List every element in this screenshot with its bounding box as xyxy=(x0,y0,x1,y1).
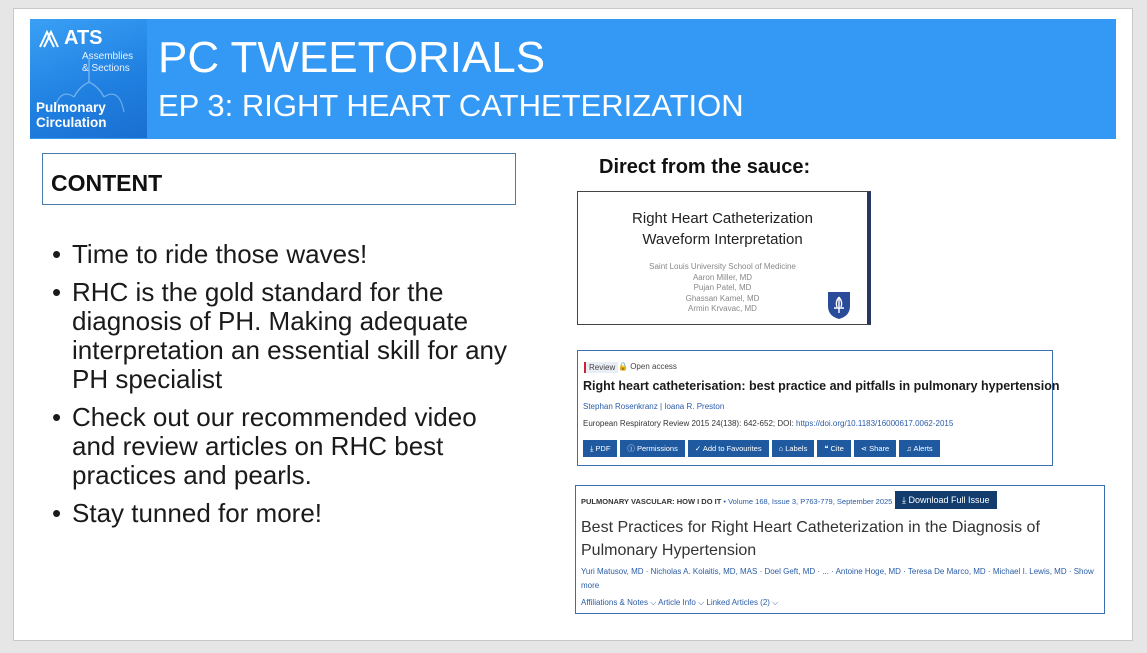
pdf-label: PDF xyxy=(595,444,611,453)
download-label: Download Full Issue xyxy=(908,495,990,505)
video-thumbnail[interactable] xyxy=(577,191,871,325)
bullet-item: • Stay tunned for more! xyxy=(52,498,323,528)
article1-citation xyxy=(583,419,953,428)
labels-button[interactable] xyxy=(772,440,815,457)
cite-button[interactable] xyxy=(817,440,850,457)
share-icon: ⋖ xyxy=(860,444,870,453)
download-full-issue-button[interactable] xyxy=(895,491,997,509)
video-title-line1: Right Heart Catheterization xyxy=(632,210,813,227)
info-icon: ⓘ xyxy=(627,444,637,453)
content-bullets xyxy=(48,240,508,537)
content-heading-box xyxy=(42,153,516,205)
bullet-text: RHC is the gold standard for the diagnosis of PH. Making adequate interpretation an essential skill for any PH specialist xyxy=(72,277,508,394)
download-icon: ⤓ xyxy=(902,495,909,505)
bullet-item: • RHC is the gold standard for the diagnosis of PH. Making adequate interpretation an essential skill for any PH specialist xyxy=(52,277,508,394)
article2-section xyxy=(581,497,892,506)
slide-title: PC TWEETORIALS xyxy=(158,33,546,82)
ats-logo xyxy=(30,19,147,138)
bell-icon: ♫ xyxy=(906,444,914,453)
article2-section-label: PULMONARY VASCULAR: HOW I DO IT xyxy=(581,497,722,506)
bullet-text: Stay tunned for more! xyxy=(72,498,323,528)
open-access-label xyxy=(618,362,677,371)
permissions-button[interactable] xyxy=(620,440,684,457)
logo-line2: & Sections xyxy=(82,63,130,74)
article1-authors[interactable]: Stephan Rosenkranz | Ioana R. Preston xyxy=(583,402,725,411)
video-author: Ghassan Kamel, MD xyxy=(685,293,760,303)
logo-org: ATS xyxy=(64,27,103,49)
article1-doi-link[interactable]: https://doi.org/10.1183/16000617.0062-2015 xyxy=(796,419,954,428)
bullet-text: Time to ride those waves! xyxy=(72,239,368,269)
download-icon: ⤓ xyxy=(590,444,596,453)
video-title-line2: Waveform Interpretation xyxy=(642,231,803,248)
check-icon: ✓ xyxy=(694,444,703,453)
article2-authors[interactable]: Yuri Matusov, MD · Nicholas A. Kolaitis, MD, MAS · Doel Geft, MD · ... · Antoine Hoge, MD · Teresa De Marco, MD · Michael I. Lewis, MD · Show more xyxy=(581,567,1094,590)
slu-shield-icon xyxy=(826,290,852,320)
article1-journal: European Respiratory Review 2015 24(138): 642-652; DOI: xyxy=(583,419,797,428)
bullet-item: • Check out our recommended video and review articles on RHC best practices and pearls. xyxy=(52,402,477,490)
logo-group xyxy=(36,100,107,130)
alerts-label: Alerts xyxy=(913,444,933,453)
video-author: Pujan Patel, MD xyxy=(693,283,752,292)
ats-mark xyxy=(38,27,103,50)
article2-title[interactable]: Best Practices for Right Heart Catheterization in the Diagnosis of Pulmonary Hypertension xyxy=(581,519,1040,559)
video-school: Saint Louis University School of Medicine xyxy=(649,262,796,271)
logo-group1: Pulmonary xyxy=(36,100,106,115)
article1-title[interactable]: Right heart catheterisation: best practice and pitfalls in pulmonary hypertension xyxy=(583,379,1060,393)
content-heading: CONTENT xyxy=(51,170,163,196)
article2-volume-link[interactable]: • Volume 168, Issue 3, P763-779, September 2025 xyxy=(721,497,893,506)
slide-subtitle: EP 3: RIGHT HEART CATHETERIZATION xyxy=(158,88,744,123)
lock-icon: 🔒 xyxy=(618,362,628,371)
open-access-text: Open access xyxy=(630,362,677,371)
video-author: Aaron Miller, MD xyxy=(692,272,753,282)
article-ers-review[interactable] xyxy=(577,350,1060,466)
bullet-item: • Time to ride those waves! xyxy=(52,239,368,269)
share-button[interactable] xyxy=(854,440,896,457)
permissions-label: Permissions xyxy=(637,444,678,453)
quote-icon: ❝ xyxy=(824,444,831,453)
logo-line1: Assemblies xyxy=(82,51,134,62)
review-badge: Review xyxy=(584,362,618,373)
resources-heading: Direct from the sauce: xyxy=(599,156,811,178)
article-chest-journal[interactable] xyxy=(575,485,1105,614)
add-to-favourites-button[interactable] xyxy=(688,440,769,457)
labels-label: Labels xyxy=(785,444,808,453)
share-label: Share xyxy=(869,444,890,453)
tag-icon: ⌂ xyxy=(778,444,786,453)
article1-toolbar xyxy=(583,440,940,457)
cite-label: Cite xyxy=(830,444,844,453)
logo-assemblies xyxy=(82,51,133,75)
alerts-button[interactable] xyxy=(899,440,939,457)
article2-links[interactable]: Affiliations & Notes ⌵ Article Info ⌵ Linked Articles (2) ⌵ xyxy=(581,598,779,607)
pdf-button[interactable] xyxy=(583,440,617,457)
ats-symbol-icon xyxy=(38,29,60,49)
logo-group2: Circulation xyxy=(36,115,107,130)
favourites-label: Add to Favourites xyxy=(702,444,762,453)
video-author: Armin Krvavac, MD xyxy=(688,304,757,313)
bullet-text: Check out our recommended video and review articles on RHC best practices and pearls. xyxy=(72,402,477,490)
